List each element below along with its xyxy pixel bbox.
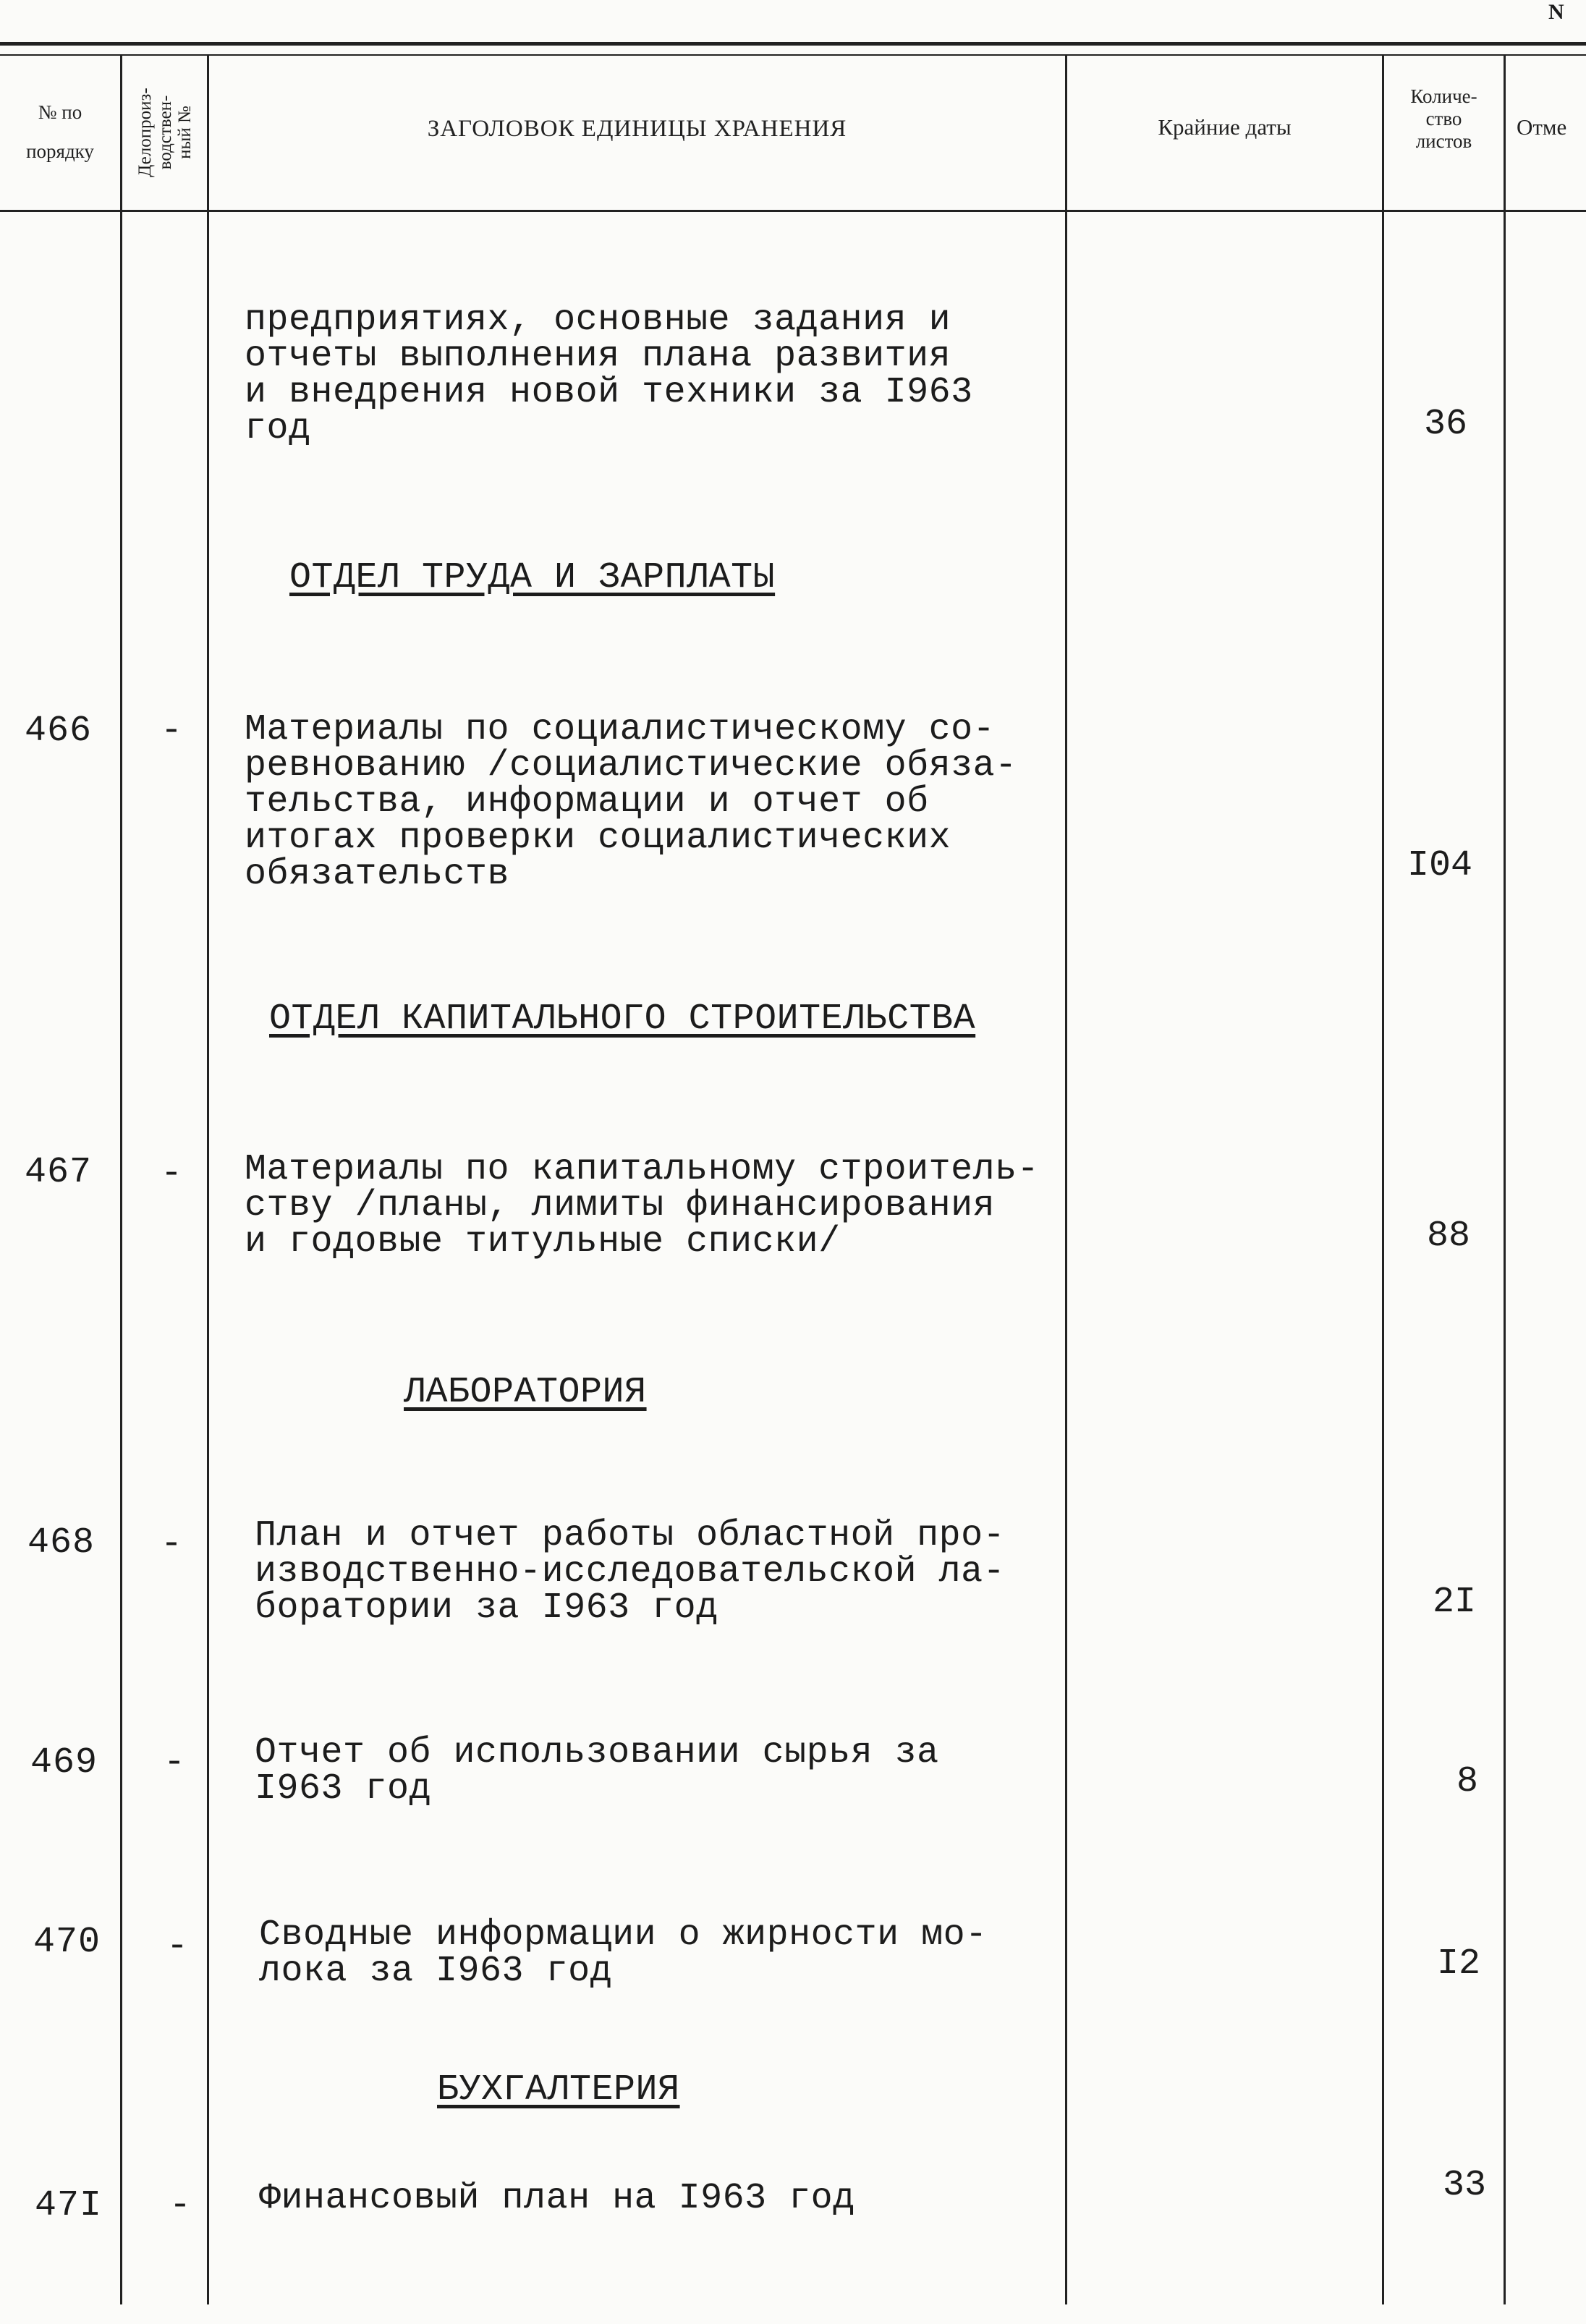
row-number: 466 [25, 711, 93, 752]
header-title: ЗАГОЛОВОК ЕДИНИЦЫ ХРАНЕНИЯ [427, 116, 847, 142]
header-dates: Крайние даты [1158, 114, 1292, 140]
row-sheets: I2 [1436, 1943, 1480, 1985]
top-rule [0, 42, 1586, 46]
row-sheets: 88 [1426, 1216, 1470, 1257]
row-sheets: 2I [1432, 1582, 1476, 1623]
row-title: Финансовый план на I963 год [259, 2178, 855, 2219]
header-bottom-rule [0, 210, 1586, 212]
row-title: Сводные информации о жирности мо- лока за I963 год [259, 1914, 988, 1992]
office-number-dash: - [164, 1742, 186, 1784]
section-heading-labour: ОТДЕЛ ТРУДА И ЗАРПЛАТЫ [289, 557, 776, 598]
row-number: 467 [25, 1152, 93, 1193]
row-number: 47I [35, 2185, 103, 2226]
top-rule-thin [0, 54, 1586, 56]
section-heading-laboratory: ЛАБОРАТОРИЯ [404, 1372, 647, 1413]
section-heading-construction: ОТДЕЛ КАПИТАЛЬНОГО СТРОИТЕЛЬСТВА [269, 998, 976, 1040]
row-title: Материалы по социалистическому со- ревнованию /социалистические обяза- тельства, информации и отчет об итогах проверки социалистических обязательств [245, 709, 1017, 895]
row-sheets: I04 [1407, 845, 1472, 886]
header-order-no: № по порядку [26, 101, 94, 162]
office-number-dash: - [161, 1153, 183, 1195]
row-sheets: 33 [1442, 2165, 1486, 2206]
header-sheet-count: Количе- ство листов [1410, 85, 1477, 153]
office-number-dash: - [166, 1926, 189, 1967]
row-number: 470 [33, 1922, 101, 1963]
header-notes: Отме [1517, 114, 1567, 140]
office-number-dash: - [169, 2185, 192, 2226]
continuation-sheets: 36 [1423, 404, 1467, 445]
column-rule-2 [207, 54, 209, 2304]
row-title: Отчет об использовании сырья за I963 год [255, 1732, 939, 1810]
section-heading-accounting: БУХГАЛТЕРИЯ [437, 2069, 680, 2111]
office-number-dash: - [161, 1524, 183, 1565]
column-rule-4 [1382, 54, 1384, 2304]
row-sheets: 8 [1456, 1761, 1478, 1802]
row-title: Материалы по капитальному строитель- ству /планы, лимиты финансирования и годовые титульные списки/ [245, 1149, 1040, 1263]
office-number-dash: - [161, 711, 183, 752]
row-title: План и отчет работы областной про- изводственно-исследовательской ла- боратории за I963 год [255, 1515, 1006, 1629]
row-number: 469 [30, 1742, 98, 1784]
continuation-text: предприятиях, основные задания и отчеты выполнения плана развития и внедрения новой техники за I963 год [245, 300, 973, 449]
header-office-no [122, 56, 208, 208]
column-rule-1 [120, 54, 122, 2304]
header-office-no-label: Делопроиз- водствен- ный № [135, 88, 195, 177]
row-number: 468 [27, 1522, 96, 1564]
corner-mark: N [1548, 0, 1564, 24]
